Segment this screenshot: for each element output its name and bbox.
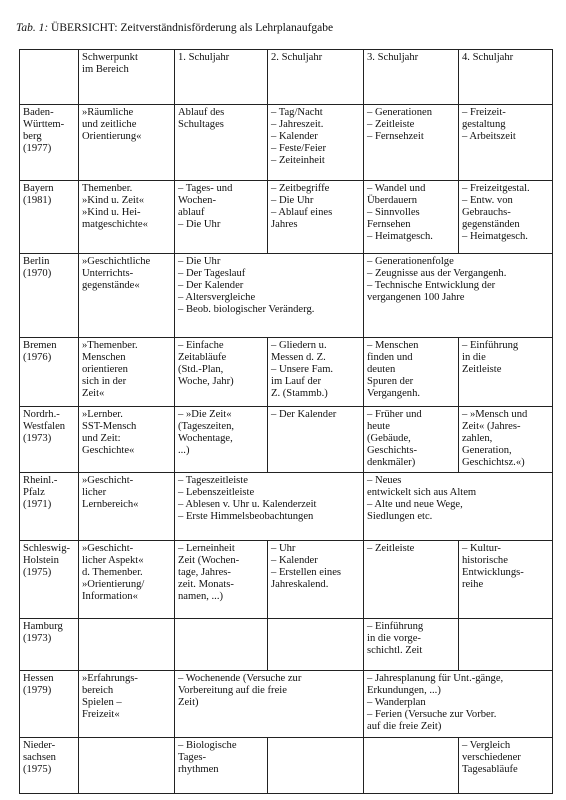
cell-line: Entwicklungs-: [462, 567, 524, 578]
cell-line: Württem-: [23, 119, 65, 130]
cell-line: – Uhr: [271, 543, 296, 554]
year-1-2-cell: [175, 671, 364, 738]
year-2-cell: [268, 738, 364, 794]
land-cell: [20, 407, 79, 473]
cell-line: – Lerneinheit: [178, 543, 235, 554]
year-4-cell: [459, 105, 553, 181]
year-3-cell: [364, 105, 459, 181]
cell-line: Zeit«: [82, 388, 105, 399]
cell-line: Zeit« (Jahres-: [462, 421, 521, 432]
cell-line: – Der Kalender: [178, 280, 244, 291]
schwerpunkt-cell: [79, 181, 175, 254]
cell-line: schichtl. Zeit: [367, 645, 423, 656]
year-2-cell: [268, 619, 364, 671]
cell-line: (Tageszeiten,: [178, 421, 235, 432]
cell-line: – Zeugnisse aus der Vergangenh.: [367, 268, 507, 279]
cell-line: reihe: [462, 579, 484, 590]
cell-line: finden und: [367, 352, 413, 363]
table-row: [20, 338, 553, 407]
cell-line: – Kultur-: [462, 543, 501, 554]
year-4-cell: [459, 407, 553, 473]
cell-line: – Technische Entwicklung der: [367, 280, 496, 291]
caption-label: Tab. 1:: [16, 22, 49, 34]
cell-line: Nordrh.-: [23, 409, 60, 420]
year-3-4-cell: [364, 473, 553, 541]
cell-line: – Heimatgesch.: [462, 231, 528, 242]
header-row: [20, 50, 553, 105]
year-4-cell: [459, 619, 553, 671]
cell-line: Berlin: [23, 256, 50, 267]
cell-line: licher: [82, 487, 107, 498]
table-row: [20, 738, 553, 794]
cell-line: Bayern: [23, 183, 54, 194]
year-3-4-cell: [364, 671, 553, 738]
schwerpunkt-cell: [79, 105, 175, 181]
cell-line: – Jahreszeit.: [271, 119, 324, 130]
year-4-cell: [459, 181, 553, 254]
cell-line: »Geschicht-: [82, 475, 134, 486]
cell-line: Nieder-: [23, 740, 56, 751]
cell-line: licher Aspekt«: [82, 555, 144, 566]
cell-line: und zeitliche: [82, 119, 137, 130]
cell-line: »Kind u. Zeit«: [82, 195, 145, 206]
cell-line: im Lauf der: [271, 376, 322, 387]
cell-line: Zeitleiste: [462, 364, 502, 375]
land-cell: [20, 338, 79, 407]
cell-line: Jahres: [271, 219, 298, 230]
cell-line: – Alte und neue Wege,: [367, 499, 463, 510]
cell-line: namen, ...): [178, 591, 224, 602]
year-3-cell: [364, 738, 459, 794]
cell-line: (Gebäude,: [367, 433, 411, 444]
cell-line: 2. Schuljahr: [271, 52, 323, 63]
cell-line: »Erfahrungs-: [82, 673, 138, 684]
year-4-cell: [459, 738, 553, 794]
cell-line: Pfalz: [23, 487, 45, 498]
cell-line: in die: [462, 352, 486, 363]
year-3-cell: [364, 619, 459, 671]
cell-line: deuten: [367, 364, 396, 375]
table-row: [20, 541, 553, 619]
cell-line: ...): [178, 445, 190, 456]
cell-line: ablauf: [178, 207, 205, 218]
cell-line: (Std.-Plan,: [178, 364, 224, 375]
cell-line: zahlen,: [462, 433, 493, 444]
cell-line: (1973): [23, 633, 52, 644]
year-1-2-cell: [175, 254, 364, 338]
cell-line: verschiedener: [462, 752, 521, 763]
header-cell-j3: [364, 50, 459, 105]
cell-line: (1970): [23, 268, 52, 279]
cell-line: – Der Kalender: [271, 409, 337, 420]
cell-line: Geschichte«: [82, 445, 135, 456]
schwerpunkt-cell: [79, 671, 175, 738]
cell-line: – Ablauf eines: [271, 207, 333, 218]
year-2-cell: [268, 407, 364, 473]
cell-line: – Biologische: [178, 740, 237, 751]
cell-line: – Einfache: [178, 340, 224, 351]
cell-line: gegenstände«: [82, 280, 140, 291]
cell-line: 3. Schuljahr: [367, 52, 419, 63]
cell-line: – Sinnvolles: [367, 207, 420, 218]
cell-line: – Die Uhr: [178, 219, 221, 230]
cell-line: Tagesabläufe: [462, 764, 518, 775]
year-1-2-cell: [175, 473, 364, 541]
cell-line: Wochen-: [178, 195, 216, 206]
cell-line: Westfalen: [23, 421, 66, 432]
cell-line: Wochentage,: [178, 433, 233, 444]
year-3-cell: [364, 541, 459, 619]
year-1-cell: [175, 619, 268, 671]
cell-line: Holstein: [23, 555, 59, 566]
cell-line: »Geschichtliche: [82, 256, 151, 267]
cell-line: (1973): [23, 433, 52, 444]
cell-line: Schultages: [178, 119, 224, 130]
cell-line: – Erste Himmelsbeobachtungen: [178, 511, 314, 522]
cell-line: heute: [367, 421, 390, 432]
cell-line: – Menschen: [367, 340, 419, 351]
cell-line: entwickelt sich aus Altem: [367, 487, 477, 498]
year-2-cell: [268, 541, 364, 619]
cell-line: (1979): [23, 685, 52, 696]
cell-line: Unterrichts-: [82, 268, 134, 279]
cell-line: Schwerpunkt: [82, 52, 138, 63]
cell-line: – Gliedern u.: [271, 340, 327, 351]
cell-line: Tages-: [178, 752, 207, 763]
year-1-cell: [175, 181, 268, 254]
cell-line: sachsen: [23, 752, 56, 763]
cell-line: »Lernber.: [82, 409, 123, 420]
cell-line: Zeit): [178, 697, 199, 708]
schwerpunkt-cell: [79, 338, 175, 407]
cell-line: Überdauern: [367, 195, 417, 206]
cell-line: Geschichts-: [367, 445, 418, 456]
year-1-cell: [175, 105, 268, 181]
cell-line: Hessen: [23, 673, 54, 684]
cell-line: Bremen: [23, 340, 57, 351]
header-cell-schwerpunkt: [79, 50, 175, 105]
cell-line: (1977): [23, 143, 52, 154]
cell-line: – »Mensch und: [462, 409, 528, 420]
cell-line: – Kalender: [271, 131, 318, 142]
cell-line: – Zeitbegriffe: [271, 183, 330, 194]
cell-line: – Wanderplan: [367, 697, 426, 708]
cell-line: – Unsere Fam.: [271, 364, 334, 375]
cell-line: Vorbereitung auf die freie: [178, 685, 287, 696]
year-3-cell: [364, 338, 459, 407]
cell-line: und Zeit:: [82, 433, 121, 444]
cell-line: – Kalender: [271, 555, 318, 566]
year-2-cell: [268, 181, 364, 254]
cell-line: – Neues: [367, 475, 402, 486]
cell-line: – Arbeitszeit: [462, 131, 516, 142]
cell-line: – Beob. biologischer Veränderg.: [178, 304, 315, 315]
cell-line: gegenständen: [462, 219, 520, 230]
header-cell-j2: [268, 50, 364, 105]
cell-line: matgeschichte«: [82, 219, 148, 230]
cell-line: – Früher und: [367, 409, 422, 420]
cell-line: (1976): [23, 352, 52, 363]
cell-line: sich in der: [82, 376, 127, 387]
land-cell: [20, 738, 79, 794]
schwerpunkt-cell: [79, 254, 175, 338]
cell-line: Zeitabläufe: [178, 352, 227, 363]
schwerpunkt-cell: [79, 473, 175, 541]
cell-line: – Vergleich: [462, 740, 511, 751]
land-cell: [20, 181, 79, 254]
cell-line: Spielen –: [82, 697, 122, 708]
land-cell: [20, 619, 79, 671]
cell-line: »Themenber.: [82, 340, 138, 351]
cell-line: – Zeiteinheit: [271, 155, 325, 166]
land-cell: [20, 671, 79, 738]
cell-line: in die vorge-: [367, 633, 421, 644]
cell-line: – Generationen: [367, 107, 433, 118]
cell-line: orientieren: [82, 364, 128, 375]
cell-line: Erkundungen, ...): [367, 685, 441, 696]
cell-line: – Generationenfolge: [367, 256, 454, 267]
cell-line: Messen d. Z.: [271, 352, 326, 363]
cell-line: d. Themenber.: [82, 567, 143, 578]
table-caption: [16, 22, 333, 34]
cell-line: – Jahresplanung für Unt.-gänge,: [367, 673, 504, 684]
year-4-cell: [459, 338, 553, 407]
schwerpunkt-cell: [79, 738, 175, 794]
overview-table: [19, 49, 553, 794]
table-row: [20, 473, 553, 541]
schwerpunkt-cell: [79, 541, 175, 619]
cell-line: auf die freie Zeit): [367, 721, 442, 732]
cell-line: – Altersvergleiche: [178, 292, 256, 303]
cell-line: Zeit (Wochen-: [178, 555, 240, 566]
cell-line: Information«: [82, 591, 138, 602]
table-row: [20, 254, 553, 338]
cell-line: – Ablesen v. Uhr u. Kalenderzeit: [178, 499, 317, 510]
land-cell: [20, 541, 79, 619]
cell-line: Siedlungen etc.: [367, 511, 433, 522]
cell-line: – Heimatgesch.: [367, 231, 433, 242]
cell-line: Schleswig-: [23, 543, 71, 554]
cell-line: – Lebenszeitleiste: [178, 487, 255, 498]
cell-line: Geschichtsz.«): [462, 457, 525, 468]
cell-line: Spuren der: [367, 376, 414, 387]
cell-line: Rheinl.-: [23, 475, 58, 486]
table-row: [20, 407, 553, 473]
cell-line: – Entw. von: [462, 195, 513, 206]
header-cell-j1: [175, 50, 268, 105]
cell-line: – Einführung: [367, 621, 424, 632]
cell-line: Jahreskalend.: [271, 579, 329, 590]
cell-line: – Einführung: [462, 340, 519, 351]
land-cell: [20, 254, 79, 338]
cell-line: »Geschicht-: [82, 543, 134, 554]
land-cell: [20, 105, 79, 181]
cell-line: – Wochenende (Versuche zur: [178, 673, 302, 684]
cell-line: – Feste/Feier: [271, 143, 327, 154]
cell-line: Freizeit«: [82, 709, 120, 720]
cell-line: 4. Schuljahr: [462, 52, 514, 63]
cell-line: – Der Tageslauf: [178, 268, 246, 279]
cell-line: zeit. Monats-: [178, 579, 234, 590]
cell-line: – Freizeit-: [462, 107, 506, 118]
cell-line: Lernbereich«: [82, 499, 139, 510]
cell-line: Generation,: [462, 445, 512, 456]
cell-line: SST-Mensch: [82, 421, 137, 432]
table-row: [20, 619, 553, 671]
year-1-cell: [175, 738, 268, 794]
cell-line: rhythmen: [178, 764, 219, 775]
table-row: [20, 671, 553, 738]
cell-line: – »Die Zeit«: [178, 409, 232, 420]
cell-line: im Bereich: [82, 64, 129, 75]
cell-line: – Die Uhr: [271, 195, 314, 206]
cell-line: historische: [462, 555, 508, 566]
header-cell-j4: [459, 50, 553, 105]
year-2-cell: [268, 338, 364, 407]
table-row: [20, 105, 553, 181]
cell-line: Woche, Jahr): [178, 376, 234, 387]
cell-line: – Tages- und: [178, 183, 233, 194]
cell-line: 1. Schuljahr: [178, 52, 230, 63]
cell-line: Hamburg: [23, 621, 63, 632]
cell-line: vergangenen 100 Jahre: [367, 292, 465, 303]
cell-line: Menschen: [82, 352, 126, 363]
cell-line: denkmäler): [367, 457, 416, 468]
cell-line: »Räumliche: [82, 107, 134, 118]
cell-line: Fernsehen: [367, 219, 411, 230]
cell-line: Orientierung«: [82, 131, 142, 142]
cell-line: – Tag/Nacht: [271, 107, 323, 118]
cell-line: – Fernsehzeit: [367, 131, 424, 142]
year-4-cell: [459, 541, 553, 619]
cell-line: (1975): [23, 764, 52, 775]
year-3-4-cell: [364, 254, 553, 338]
year-3-cell: [364, 181, 459, 254]
cell-line: Z. (Stammb.): [271, 388, 328, 399]
cell-line: – Freizeitgestal.: [462, 183, 530, 194]
header-cell-land: [20, 50, 79, 105]
cell-line: – Wandel und: [367, 183, 426, 194]
cell-line: (1975): [23, 567, 52, 578]
cell-line: (1971): [23, 499, 52, 510]
cell-line: – Zeitleiste: [367, 119, 415, 130]
year-2-cell: [268, 105, 364, 181]
cell-line: »Orientierung/: [82, 579, 145, 590]
cell-line: (1981): [23, 195, 52, 206]
year-3-cell: [364, 407, 459, 473]
cell-line: Baden-: [23, 107, 54, 118]
cell-line: – Erstellen eines: [271, 567, 342, 578]
table-row: [20, 181, 553, 254]
cell-line: – Tageszeitleiste: [178, 475, 248, 486]
cell-line: – Die Uhr: [178, 256, 221, 267]
year-1-cell: [175, 407, 268, 473]
year-1-cell: [175, 541, 268, 619]
cell-line: Themenber.: [82, 183, 133, 194]
cell-line: – Ferien (Versuche zur Vorber.: [367, 709, 497, 720]
cell-line: bereich: [82, 685, 114, 696]
schwerpunkt-cell: [79, 407, 175, 473]
caption-title: ÜBERSICHT: Zeitverständnisförderung als Lehrplanaufgabe: [51, 22, 334, 34]
year-1-cell: [175, 338, 268, 407]
schwerpunkt-cell: [79, 619, 175, 671]
cell-line: berg: [23, 131, 42, 142]
cell-line: »Kind u. Hei-: [82, 207, 141, 218]
cell-line: tage, Jahres-: [178, 567, 231, 578]
land-cell: [20, 473, 79, 541]
cell-line: Vergangenh.: [367, 388, 421, 399]
cell-line: – Zeitleiste: [367, 543, 415, 554]
cell-line: Ablauf des: [178, 107, 225, 118]
cell-line: gestaltung: [462, 119, 506, 130]
cell-line: Gebrauchs-: [462, 207, 511, 218]
